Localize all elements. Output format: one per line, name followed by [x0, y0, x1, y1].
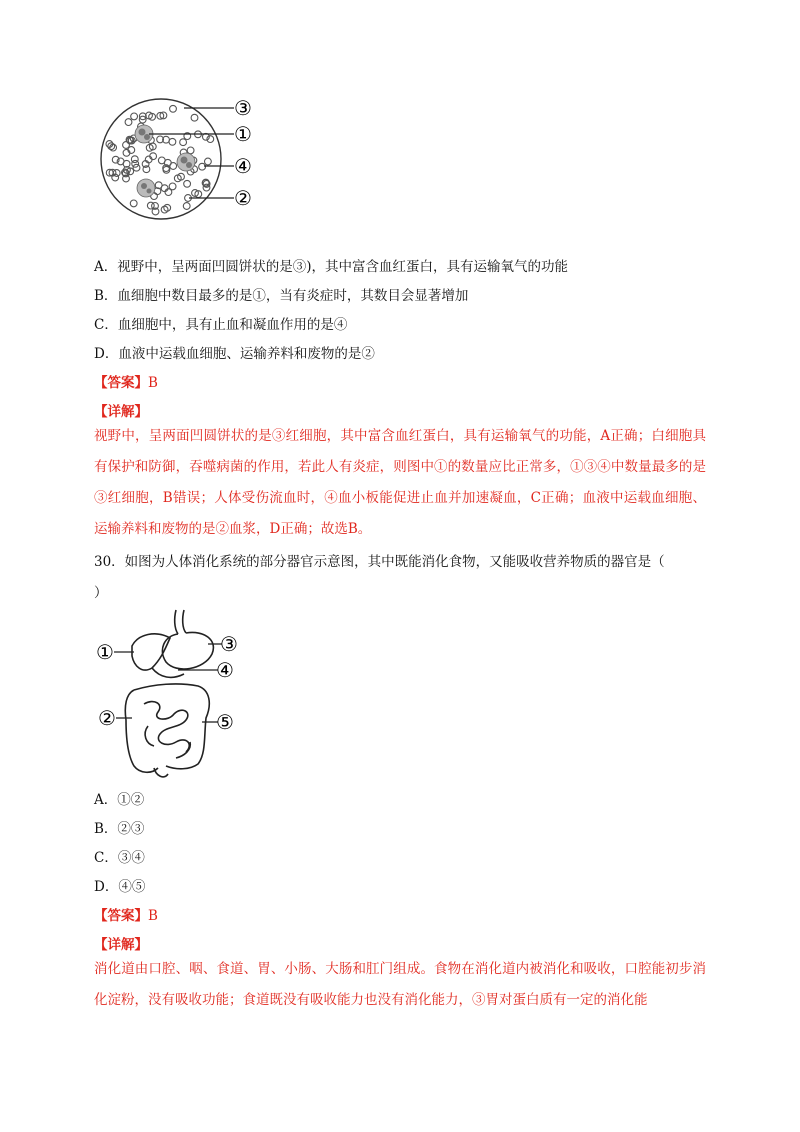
- q30-answer: [94, 904, 158, 924]
- q29-option-d: D．血液中运载血细胞、运输养料和废物的是②: [94, 346, 375, 362]
- fig2-label-4: ②: [98, 706, 116, 730]
- fig2-label-1: ①: [96, 640, 114, 664]
- fig1-label-1: ③: [234, 96, 252, 120]
- fig2-label-3: ④: [216, 658, 234, 682]
- q30-stem-end: ）: [94, 585, 108, 601]
- q30-option-a: A．①②: [94, 792, 145, 808]
- q29-answer: [94, 371, 158, 391]
- q29-option-b: B．血细胞中数目最多的是①，当有炎症时，其数目会显著增加: [94, 288, 469, 304]
- fig1-label-3: ④: [234, 154, 252, 178]
- q30-option-c: C．③④: [94, 850, 145, 866]
- q30-explanation: 消化道由口腔、咽、食道、胃、小肠、大肠和肛门组成。食物在消化道内被消化和吸收，口腔能初步消化淀粉，没有吸收功能；食道既没有吸收能力也没有消化能力，③胃对蛋白质有一定的消化能: [94, 961, 706, 1008]
- fig2-label-2: ③: [220, 632, 238, 656]
- q29-detail-tag: 【详解】: [94, 404, 148, 420]
- fig1-label-4: ②: [234, 186, 252, 210]
- q30-option-d: D．④⑤: [94, 879, 146, 895]
- digestive-system-figure: [94, 608, 244, 783]
- fig1-label-2: ①: [234, 122, 252, 146]
- q29-explanation: 视野中，呈两面凹圆饼状的是③红细胞，其中富含血红蛋白，具有运输氧气的功能，A正确；白细胞具有保护和防御，吞噬病菌的作用，若此人有炎症，则图中①的数量应比正常多，①③④中数量最多的是③红细胞，B错误；人体受伤流血时，④血小板能促进止血并加速凝血，C正确；血液中运载血细胞、运输养料和废物的是②血浆，D正确；故选B。: [94, 428, 706, 537]
- answer-value: B: [148, 375, 158, 391]
- q30-detail-tag: 【详解】: [94, 937, 148, 953]
- answer-value: B: [148, 908, 158, 924]
- q29-option-c: C．血细胞中，具有止血和凝血作用的是④: [94, 317, 348, 333]
- answer-tag: 【答案】: [94, 375, 148, 391]
- blood-smear-figure: [94, 92, 294, 232]
- q30-option-b: B．②③: [94, 821, 145, 837]
- q30-stem: 30．如图为人体消化系统的部分器官示意图，其中既能消化食物，又能吸收营养物质的器官是（: [94, 554, 665, 570]
- q29-option-a: A．视野中，呈两面凹圆饼状的是③)，其中富含血红蛋白，具有运输氧气的功能: [94, 259, 569, 275]
- answer-tag: 【答案】: [94, 908, 148, 924]
- fig2-label-5: ⑤: [216, 710, 234, 734]
